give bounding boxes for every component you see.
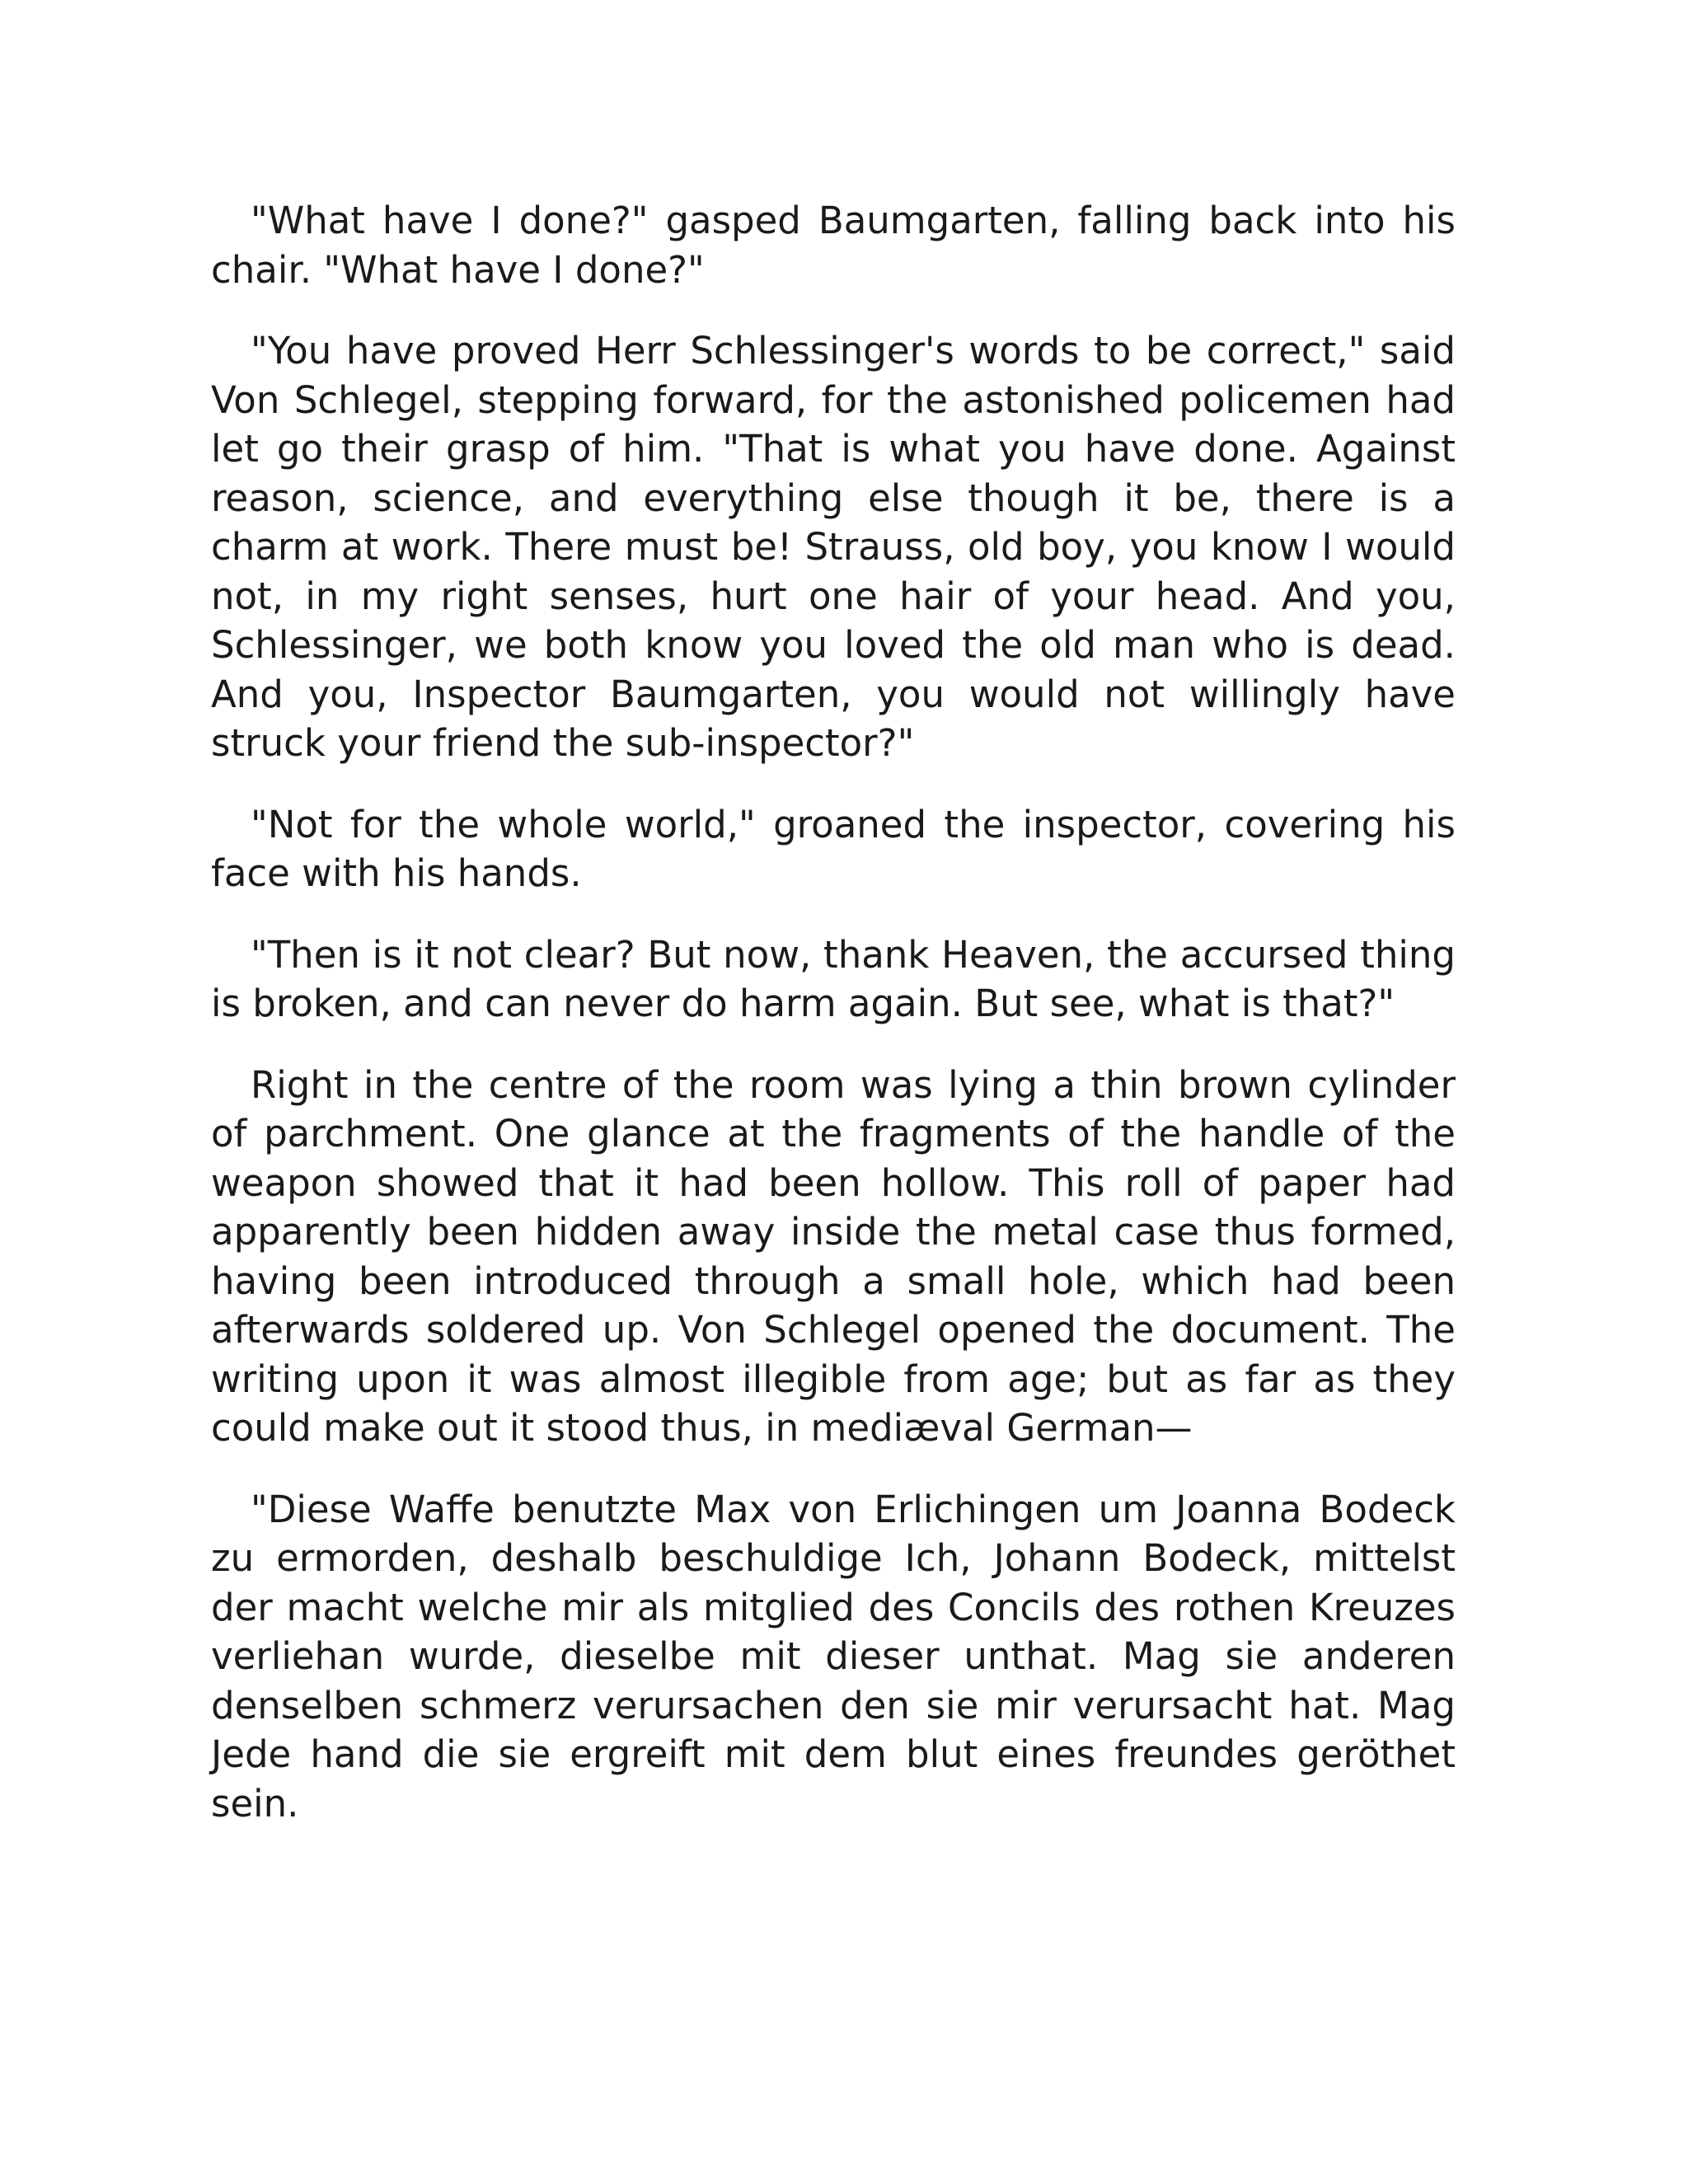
paragraph-5: Right in the centre of the room was lying a thin brown cylinder of parchment. One glance at the fragments of the handle of the weapon showed that it had been hollow. This roll of paper had apparently been hidden away inside the metal case thus formed, having been introduced through a small hole, which had been afterwards soldered up. Von Schlegel opened the document. The writing upon it was almost illegible from age; but as far as they could make out it stood thus, in mediæval German—: [211, 1062, 1456, 1450]
body-text: [211, 196, 1456, 1828]
paragraph-6: "Diese Waffe benutzte Max von Erlichingen um Joanna Bodeck zu ermorden, deshalb beschuldige Ich, Johann Bodeck, mittelst der macht welche mir als mitglied des Concils des rothen Kreuzes verliehan wurde, dieselbe mit dieser unthat. Mag sie anderen denselben schmerz verursachen den sie mir verursacht hat. Mag Jede hand die sie ergreift mit dem blut eines freundes geröthet sein.: [211, 1487, 1456, 1825]
paragraph-2: "You have proved Herr Schlessinger's words to be correct," said Von Schlegel, stepping forward, for the astonished policemen had let go their grasp of him. "That is what you have done. Against reason, science, and everything else though it be, there is a charm at work. There must be! Strauss, old boy, you know I would not, in my right senses, hurt one hair of your head. And you, Schlessinger, we both know you loved the old man who is dead. And you, Inspector Baumgarten, you would not willingly have struck your friend the sub-inspector?": [211, 329, 1456, 765]
paragraph-1: "What have I done?" gasped Baumgarten, falling back into his chair. "What have I done?": [211, 199, 1456, 292]
paragraph-4: "Then is it not clear? But now, thank Heaven, the accursed thing is broken, and can never do harm again. But see, what is that?": [211, 932, 1456, 1025]
paragraph-3: "Not for the whole world," groaned the inspector, covering his face with his hands.: [211, 802, 1456, 895]
